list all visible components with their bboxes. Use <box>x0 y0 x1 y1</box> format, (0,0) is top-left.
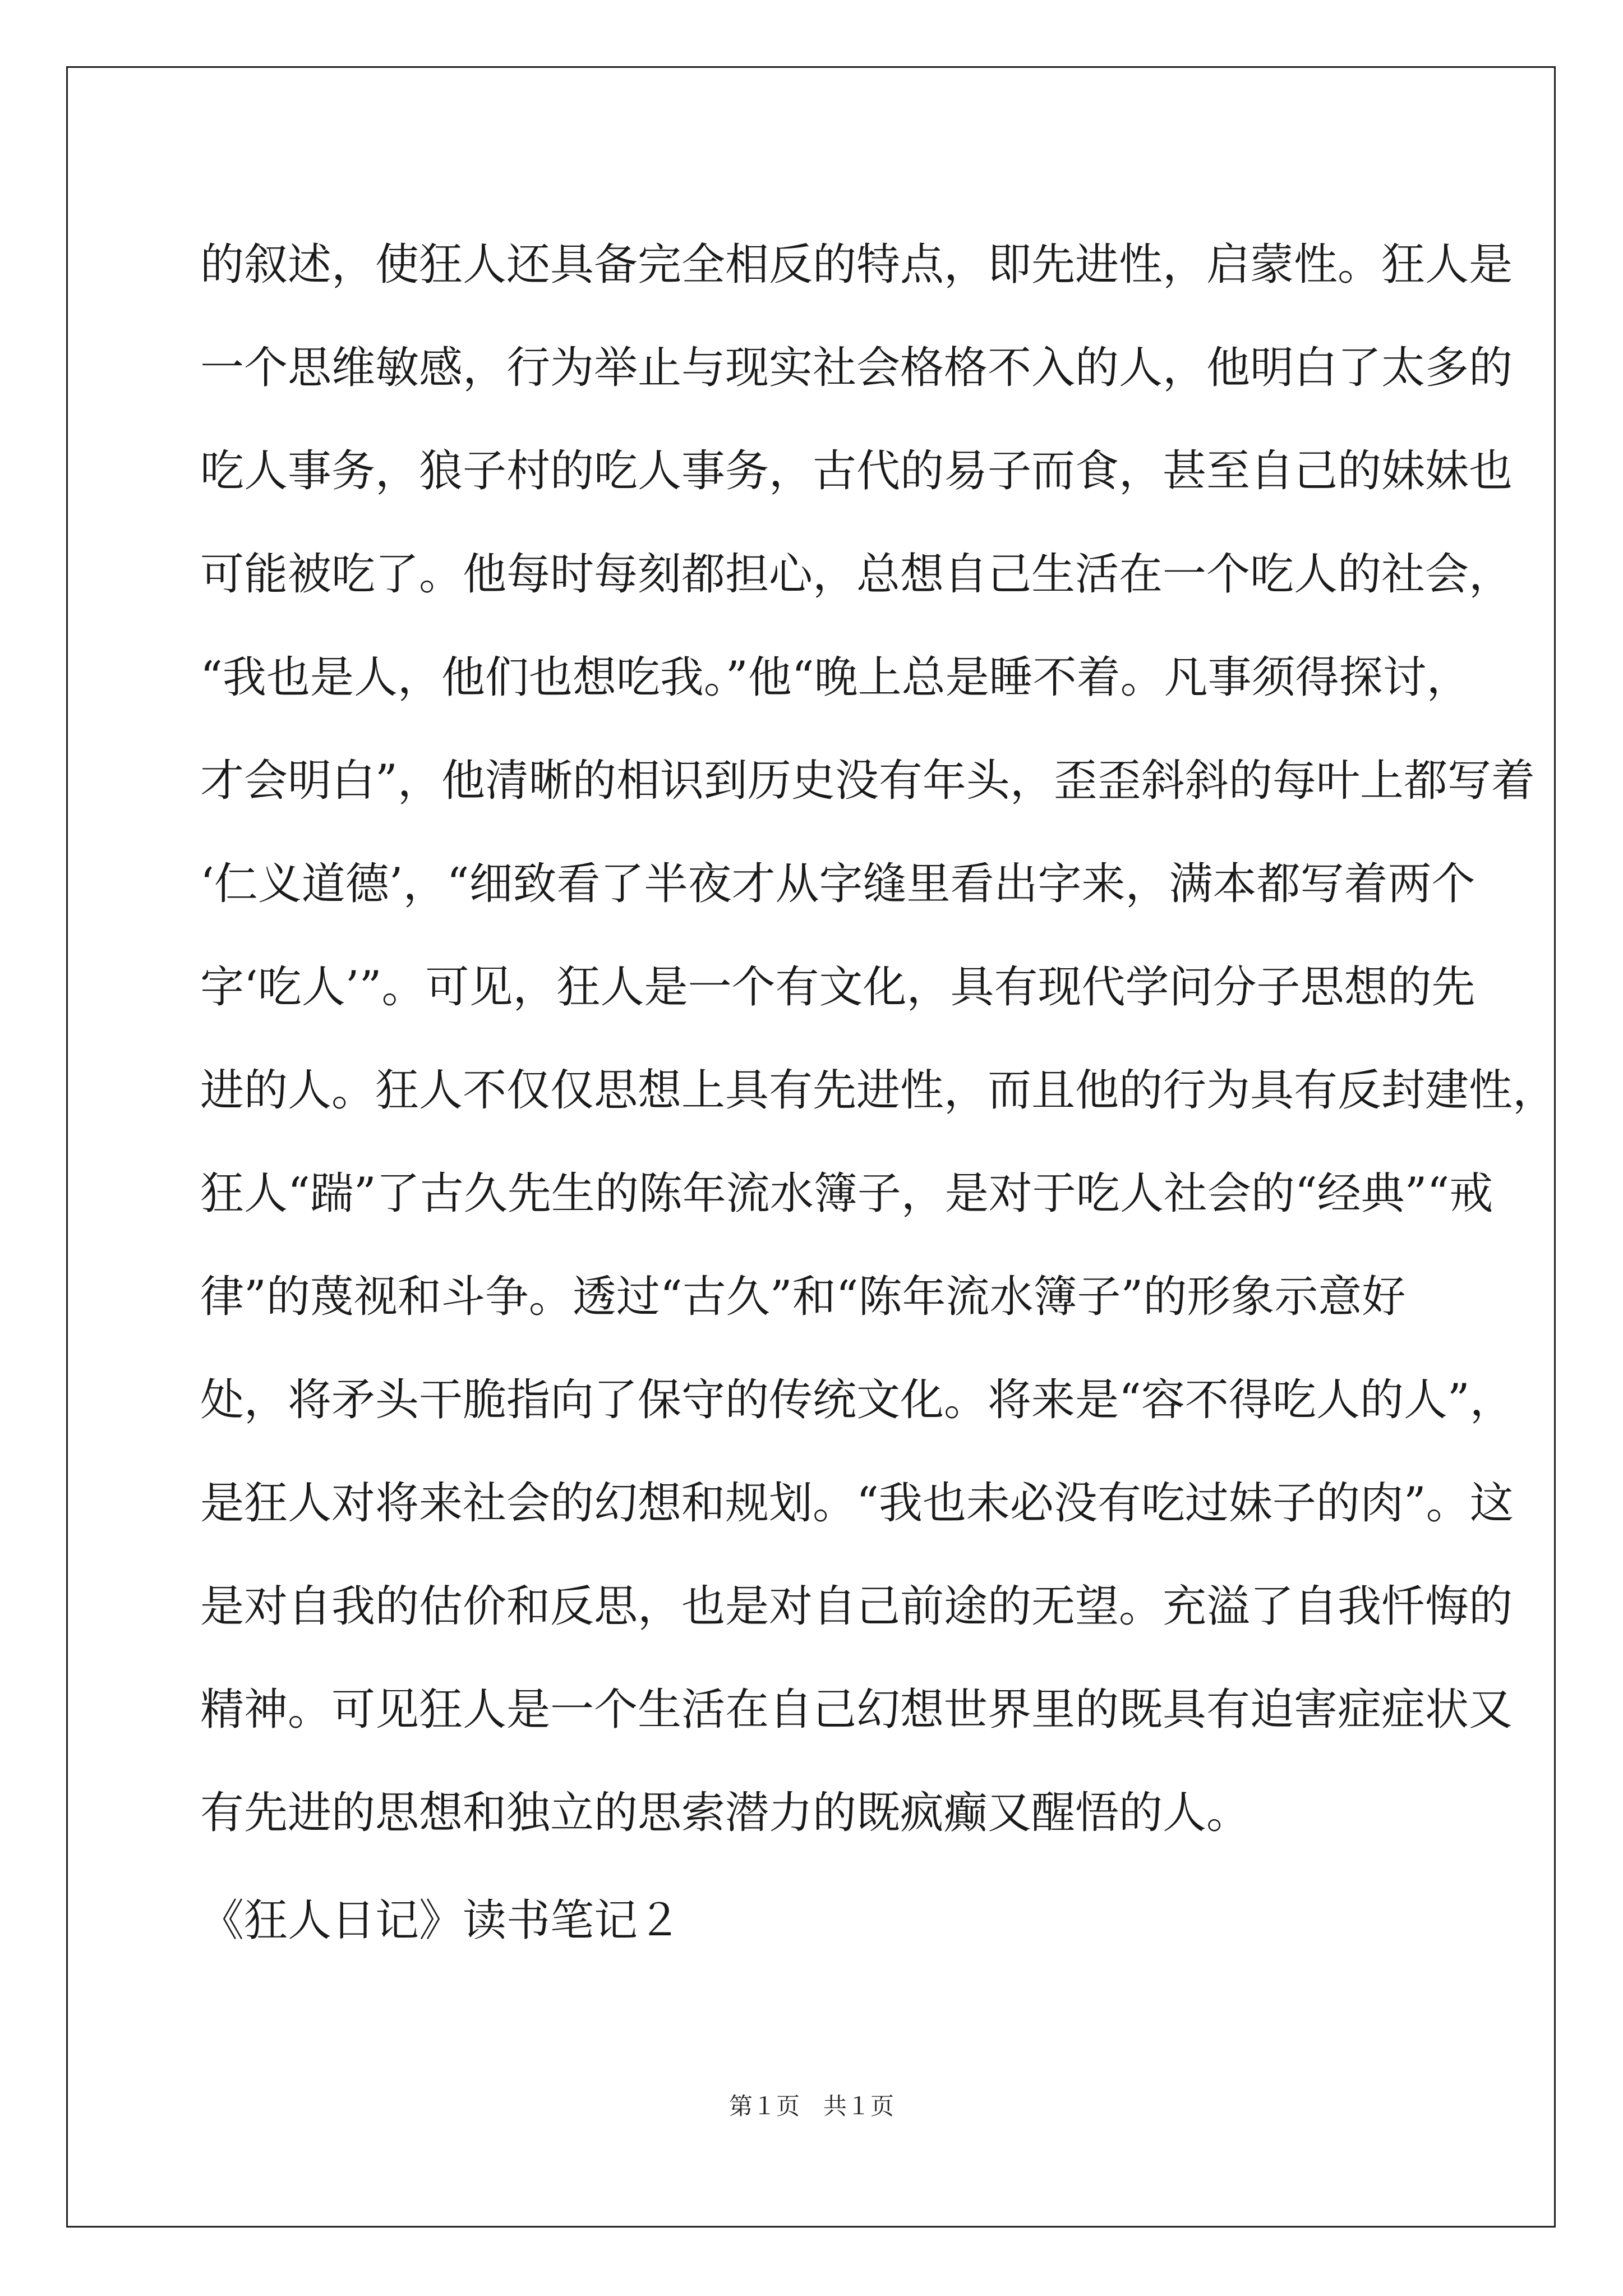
body-line: 是对自我的估价和反思，也是对自己前途的无望。充溢了自我忏悔的 <box>200 1581 1513 1632</box>
body-line: 吃人事务，狼子村的吃人事务，古代的易子而食，甚至自己的妹妹也 <box>200 446 1513 496</box>
body-line: 可能被吃了。他每时每刻都担心，总想自己生活在一个吃人的社会， <box>200 549 1513 600</box>
body-line: 进的人。狂人不仅仅思想上具有先进性，而且他的行为具有反封建性， <box>200 1065 1557 1116</box>
body-line: 字‘吃人’”。可见，狂人是一个有文化，具有现代学问分子思想的先 <box>200 962 1476 1013</box>
body-line: “我也是人，他们也想吃我。”他“晚上总是睡不着。凡事须得探讨， <box>200 652 1470 703</box>
body-line: 有先进的思想和独立的思索潜力的既疯癫又醒悟的人。 <box>200 1788 1251 1838</box>
section-heading: 《狂人日记》读书笔记２ <box>200 1895 682 1946</box>
body-line: 律”的蔑视和斗争。透过“古久”和“陈年流水簿子”的形象示意好 <box>200 1272 1406 1322</box>
body-line: 狂人“踹”了古久先生的陈年流水簿子，是对于吃人社会的“经典”“戒 <box>200 1168 1493 1219</box>
body-line: ‘仁义道德’，“细致看了半夜才从字缝里看出字来，满本都写着两个 <box>200 859 1476 909</box>
body-line: 才会明白”，他清晰的相识到历史没有年头，歪歪斜斜的每叶上都写着 <box>200 756 1535 806</box>
body-line: 的叙述，使狂人还具备完全相反的特点，即先进性，启蒙性。狂人是 <box>200 240 1513 290</box>
document-body <box>200 213 1557 1972</box>
body-line: 是狂人对将来社会的幻想和规划。“我也未必没有吃过妹子的肉”。这 <box>200 1478 1514 1529</box>
body-line: 处，将矛头干脆指向了保守的传统文化。将来是“容不得吃人的人”， <box>200 1375 1514 1425</box>
body-line: 精神。可见狂人是一个生活在自己幻想世界里的既具有迫害症症状又 <box>200 1685 1513 1735</box>
body-line: 一个思维敏感，行为举止与现实社会格格不入的人，他明白了太多的 <box>200 343 1513 393</box>
page-number-footer: 第１页 共１页 <box>728 2092 894 2120</box>
